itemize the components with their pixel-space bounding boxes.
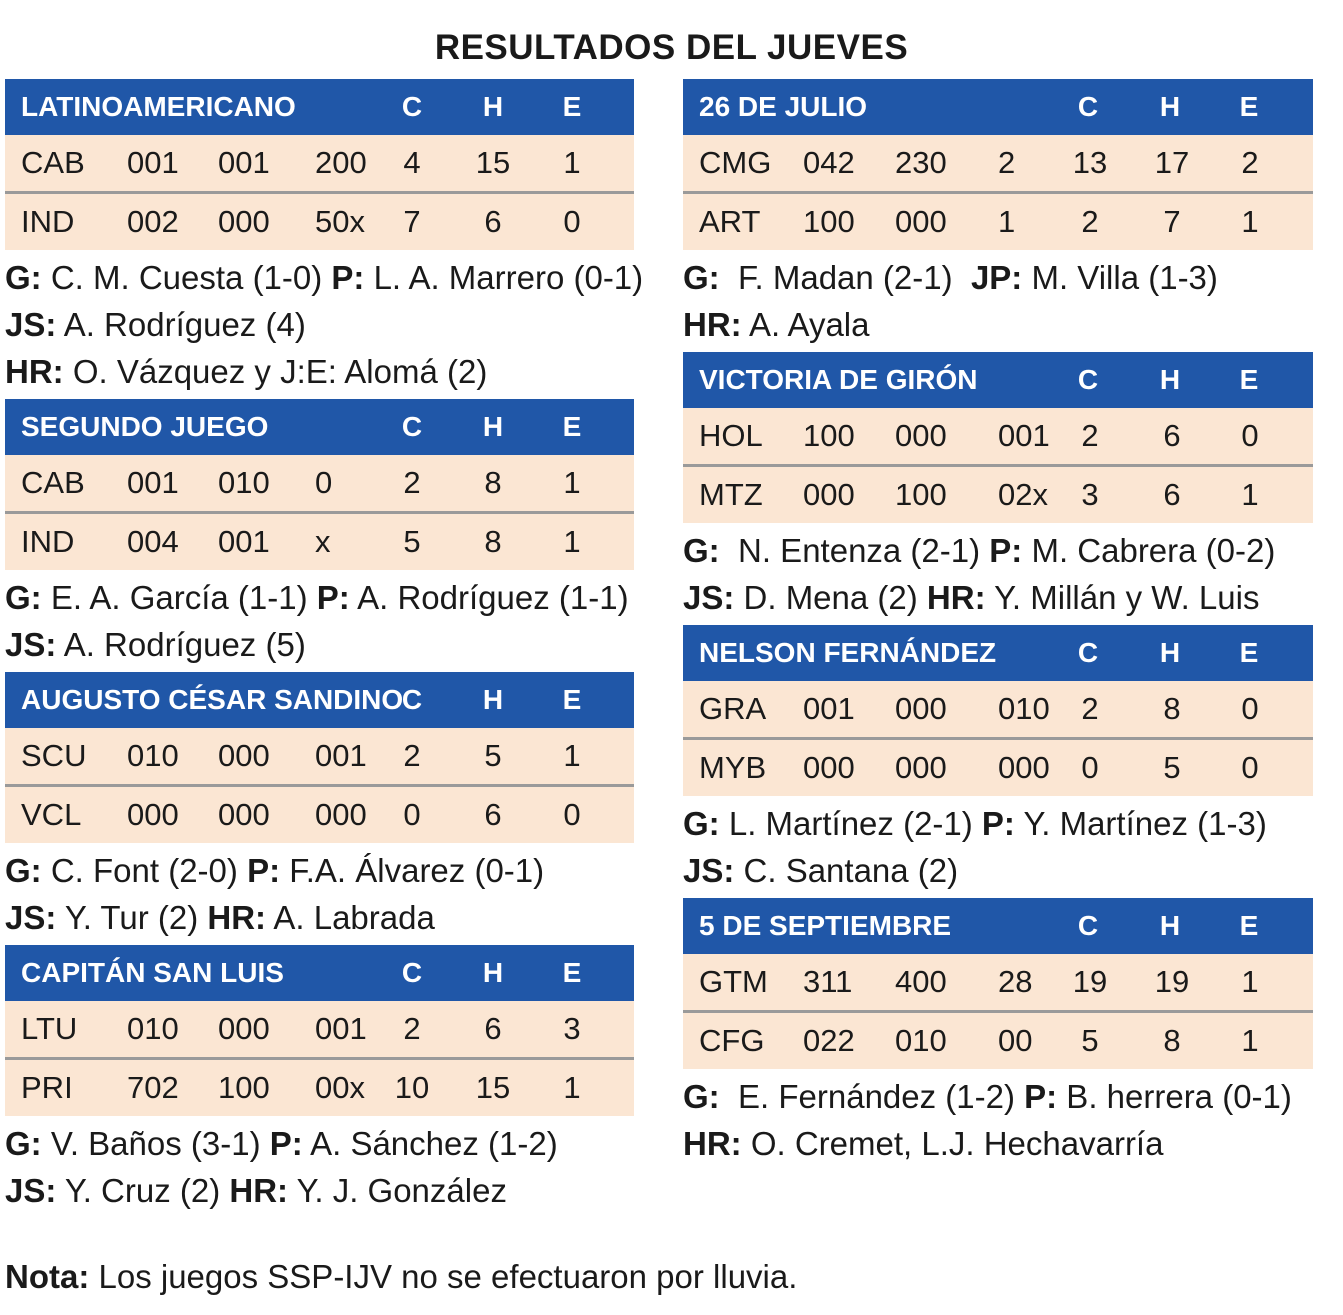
cell-i3: 001 [315,1011,367,1046]
score-row [5,728,634,784]
note-text: C. M. Cuesta (1-0) [41,259,332,296]
column-header: E [562,957,582,988]
score-row [683,954,1313,1010]
game-notes [5,843,634,945]
game-title: SEGUNDO JUEGO [21,411,269,442]
cell-i3: 000 [998,750,1050,785]
column-header: C [1077,91,1099,122]
box-header [683,625,1313,681]
game-box [683,352,1313,625]
score-row [5,455,634,511]
cell-e: 1 [563,524,581,559]
cell-i1: 000 [803,477,855,512]
cell-i1: 002 [127,204,179,239]
box-header [5,399,634,455]
cell-e: 1 [1241,477,1259,512]
note-line [5,1167,634,1214]
cell-c: 7 [403,204,421,239]
cell-team: GRA [699,691,767,726]
cell-i1: 000 [127,797,179,832]
note-text: M. Cabrera (0-2) [1022,532,1276,569]
note-line [5,621,634,668]
note-label: G: [5,259,42,296]
cell-h: 17 [1154,145,1190,180]
right-column [683,79,1313,1171]
note-label: JS: [5,306,57,343]
note-line [5,574,634,621]
note-label: P: [269,1125,303,1162]
cell-i2: 100 [218,1070,270,1105]
cell-i1: 022 [803,1023,855,1058]
cell-i3: 001 [315,738,367,773]
column-header: C [1077,364,1099,395]
note-label: P: [1024,1078,1058,1115]
note-line [5,847,634,894]
score-row [5,135,634,191]
cell-i3: 010 [998,691,1050,726]
note-label: JS: [683,852,735,889]
note-label: HR: [683,306,742,343]
footnote-label: Nota: [5,1258,90,1295]
cell-team: CFG [699,1023,765,1058]
column-header: H [482,684,504,715]
cell-h: 8 [1163,1023,1181,1058]
cell-h: 6 [484,204,502,239]
box-header [683,898,1313,954]
cell-e: 0 [1241,418,1259,453]
score-row [5,784,634,843]
cell-i1: 311 [803,964,853,999]
column-header: H [1159,910,1181,941]
column-header: C [401,957,423,988]
column-header: E [1239,91,1259,122]
score-row [5,1057,634,1116]
cell-i1: 100 [803,204,855,239]
cell-e: 1 [1241,964,1259,999]
note-line [683,1120,1313,1167]
left-column [5,79,644,1218]
game-notes [683,523,1313,625]
game-notes [683,796,1313,898]
cell-c: 0 [403,797,421,832]
cell-e: 1 [1241,204,1259,239]
column-header: E [1239,910,1259,941]
cell-team: IND [21,204,75,239]
game-notes [5,250,644,399]
note-text: V. Baños (3-1) [41,1125,270,1162]
cell-c: 13 [1072,145,1108,180]
cell-h: 6 [1163,418,1181,453]
game-box [683,898,1313,1171]
cell-e: 0 [563,797,581,832]
score-row [683,737,1313,796]
cell-team: LTU [21,1011,78,1046]
cell-h: 8 [484,465,502,500]
cell-i2: 001 [218,524,270,559]
cell-e: 1 [563,738,581,773]
footnote-text: Los juegos SSP-IJV no se efectuaron por lluvia. [89,1258,798,1295]
cell-team: MYB [699,750,767,785]
note-label: G: [5,852,42,889]
cell-i3: 000 [315,797,367,832]
cell-i3: 28 [998,964,1033,999]
cell-i2: 000 [218,204,270,239]
note-text: C. Santana (2) [734,852,959,889]
note-line [5,348,634,395]
cell-e: 1 [1241,1023,1259,1058]
note-line [5,894,634,941]
box-header [5,672,634,728]
cell-team: CAB [21,145,85,180]
cell-i3: 00 [998,1023,1033,1058]
cell-c: 5 [403,524,421,559]
cell-i2: 000 [218,797,270,832]
footnote [5,1258,797,1296]
note-label: HR: [207,899,267,936]
note-text: Y. J. González [288,1172,507,1209]
cell-c: 2 [1081,418,1099,453]
note-label: HR: [5,353,64,390]
cell-i3: 001 [998,418,1050,453]
note-text: A. Labrada [266,899,435,936]
column-header: H [1159,364,1181,395]
cell-i1: 010 [127,1011,179,1046]
game-box [5,945,634,1218]
cell-i2: 000 [895,750,947,785]
note-label: P: [981,805,1015,842]
cell-h: 8 [1163,691,1181,726]
cell-e: 1 [563,145,581,180]
note-text: Y. Millán y W. Luis [985,579,1260,616]
note-label: P: [331,259,365,296]
note-text: E. A. García (1-1) [41,579,317,616]
column-header: H [1159,637,1181,668]
note-line [5,254,644,301]
note-line [683,800,1313,847]
note-line [5,301,634,348]
note-label: G: [683,532,720,569]
game-title: 26 DE JULIO [699,91,868,122]
cell-i1: 001 [127,145,179,180]
cell-i2: 400 [895,964,947,999]
note-text: C. Font (2-0) [41,852,248,889]
note-text: A. Rodríguez (1-1) [349,579,629,616]
note-text: A. Sánchez (1-2) [302,1125,558,1162]
cell-c: 2 [403,1011,421,1046]
box-header [5,79,634,135]
cell-i1: 010 [127,738,179,773]
cell-c: 5 [1081,1023,1099,1058]
note-text: O. Cremet, L.J. Hechavarría [741,1125,1164,1162]
cell-e: 0 [563,204,581,239]
score-row [683,1010,1313,1069]
game-notes [683,1069,1313,1171]
cell-e: 1 [563,465,581,500]
note-label: HR: [926,579,986,616]
score-row [5,191,634,250]
column-header: H [1159,91,1181,122]
cell-i2: 010 [218,465,270,500]
note-label: HR: [229,1172,289,1209]
note-text: E. Fernández (1-2) [719,1078,1025,1115]
cell-i1: 100 [803,418,855,453]
cell-i1: 004 [127,524,179,559]
cell-c: 10 [394,1070,430,1105]
cell-i2: 000 [218,738,270,773]
cell-i3: 2 [998,145,1016,180]
note-text: Y. Martínez (1-3) [1014,805,1267,842]
note-label: G: [683,1078,720,1115]
cell-i1: 000 [803,750,855,785]
note-label: JS: [683,579,735,616]
cell-team: HOL [699,418,763,453]
cell-h: 6 [1163,477,1181,512]
cell-i3: 50x [315,204,365,239]
column-header: E [562,411,582,442]
cell-c: 2 [1081,204,1099,239]
game-box [5,399,634,672]
game-title: NELSON FERNÁNDEZ [699,637,997,668]
cell-h: 7 [1163,204,1181,239]
game-title: VICTORIA DE GIRÓN [699,364,978,395]
game-notes [5,1116,634,1218]
cell-c: 4 [403,145,421,180]
note-text: Y. Cruz (2) [56,1172,230,1209]
cell-e: 1 [563,1070,581,1105]
note-text: F.A. Álvarez (0-1) [280,852,545,889]
cell-team: CMG [699,145,772,180]
cell-c: 19 [1072,964,1108,999]
cell-h: 8 [484,524,502,559]
box-header [683,352,1313,408]
box-header [683,79,1313,135]
game-box [683,79,1313,352]
note-text: Y. Tur (2) [56,899,208,936]
note-text: A. Rodríguez (4) [56,306,306,343]
cell-i2: 000 [895,418,947,453]
note-line [683,527,1313,574]
column-header: C [401,411,423,442]
column-header: E [1239,364,1259,395]
score-row [5,1001,634,1057]
note-label: G: [5,579,42,616]
box-header [5,945,634,1001]
cell-h: 5 [1163,750,1181,785]
cell-e: 2 [1241,145,1259,180]
cell-h: 5 [484,738,502,773]
cell-h: 15 [475,1070,511,1105]
score-row [683,135,1313,191]
game-box [5,79,644,399]
cell-i1: 042 [803,145,855,180]
score-row [683,191,1313,250]
cell-i2: 000 [218,1011,270,1046]
note-label: G: [683,805,720,842]
cell-e: 0 [1241,750,1259,785]
note-text: L. Martínez (2-1) [719,805,982,842]
note-label: G: [683,259,720,296]
note-text: B. herrera (0-1) [1057,1078,1292,1115]
cell-i3: x [315,524,331,559]
cell-i3: 0 [315,465,333,500]
note-text: F. Madan (2-1) [719,259,971,296]
note-label: HR: [683,1125,742,1162]
cell-i1: 001 [127,465,179,500]
note-text: O. Vázquez y J:E: Alomá (2) [63,353,488,390]
cell-h: 6 [484,1011,502,1046]
column-header: E [562,684,582,715]
cell-team: CAB [21,465,85,500]
cell-e: 0 [1241,691,1259,726]
page-title: RESULTADOS DEL JUEVES [434,28,909,67]
column-header: E [562,91,582,122]
score-row [5,511,634,570]
cell-i3: 02x [998,477,1048,512]
cell-i2: 010 [895,1023,947,1058]
cell-i2: 230 [895,145,947,180]
cell-i1: 001 [803,691,855,726]
cell-i3: 1 [998,204,1016,239]
cell-i3: 200 [315,145,367,180]
game-box [5,672,634,945]
cell-team: GTM [699,964,768,999]
cell-e: 3 [563,1011,581,1046]
column-header: E [1239,637,1259,668]
cell-team: PRI [21,1070,73,1105]
note-line [683,847,1313,894]
column-header: H [482,91,504,122]
column-header: C [401,684,423,715]
cell-team: VCL [21,797,82,832]
cell-team: SCU [21,738,87,773]
cell-c: 3 [1081,477,1099,512]
cell-i3: 00x [315,1070,365,1105]
note-label: P: [989,532,1023,569]
column-header: H [482,957,504,988]
cell-i2: 001 [218,145,270,180]
score-row [683,408,1313,464]
cell-i2: 000 [895,691,947,726]
note-text: M. Villa (1-3) [1022,259,1218,296]
cell-c: 0 [1081,750,1099,785]
column-header: C [1077,637,1099,668]
score-row [683,681,1313,737]
note-line [683,254,1313,301]
note-line [683,574,1313,621]
note-text: A. Ayala [741,306,870,343]
game-box [683,625,1313,898]
game-title: 5 DE SEPTIEMBRE [699,910,952,941]
cell-team: IND [21,524,75,559]
column-header: H [482,411,504,442]
note-text: N. Entenza (2-1) [719,532,990,569]
cell-i1: 702 [127,1070,179,1105]
cell-i2: 000 [895,204,947,239]
note-label: P: [247,852,281,889]
note-label: JS: [5,899,57,936]
cell-h: 6 [484,797,502,832]
score-row [683,464,1313,523]
note-text: D. Mena (2) [734,579,927,616]
cell-i2: 100 [895,477,947,512]
cell-c: 2 [403,738,421,773]
game-title: LATINOAMERICANO [21,91,296,122]
cell-h: 19 [1154,964,1190,999]
game-title: CAPITÁN SAN LUIS [21,957,284,988]
note-label: JP: [970,259,1023,296]
cell-c: 2 [403,465,421,500]
cell-team: MTZ [699,477,763,512]
cell-team: ART [699,204,761,239]
note-line [683,1073,1313,1120]
note-line [683,301,1313,348]
cell-c: 2 [1081,691,1099,726]
note-line [5,1120,634,1167]
note-label: G: [5,1125,42,1162]
cell-h: 15 [475,145,511,180]
game-notes [683,250,1313,352]
column-header: C [1077,910,1099,941]
note-text: L. A. Marrero (0-1) [364,259,644,296]
note-label: JS: [5,1172,57,1209]
note-label: JS: [5,626,57,663]
note-text: A. Rodríguez (5) [56,626,306,663]
column-header: C [401,91,423,122]
note-label: P: [316,579,350,616]
game-title: AUGUSTO CÉSAR SANDINO [21,684,404,715]
game-notes [5,570,634,672]
